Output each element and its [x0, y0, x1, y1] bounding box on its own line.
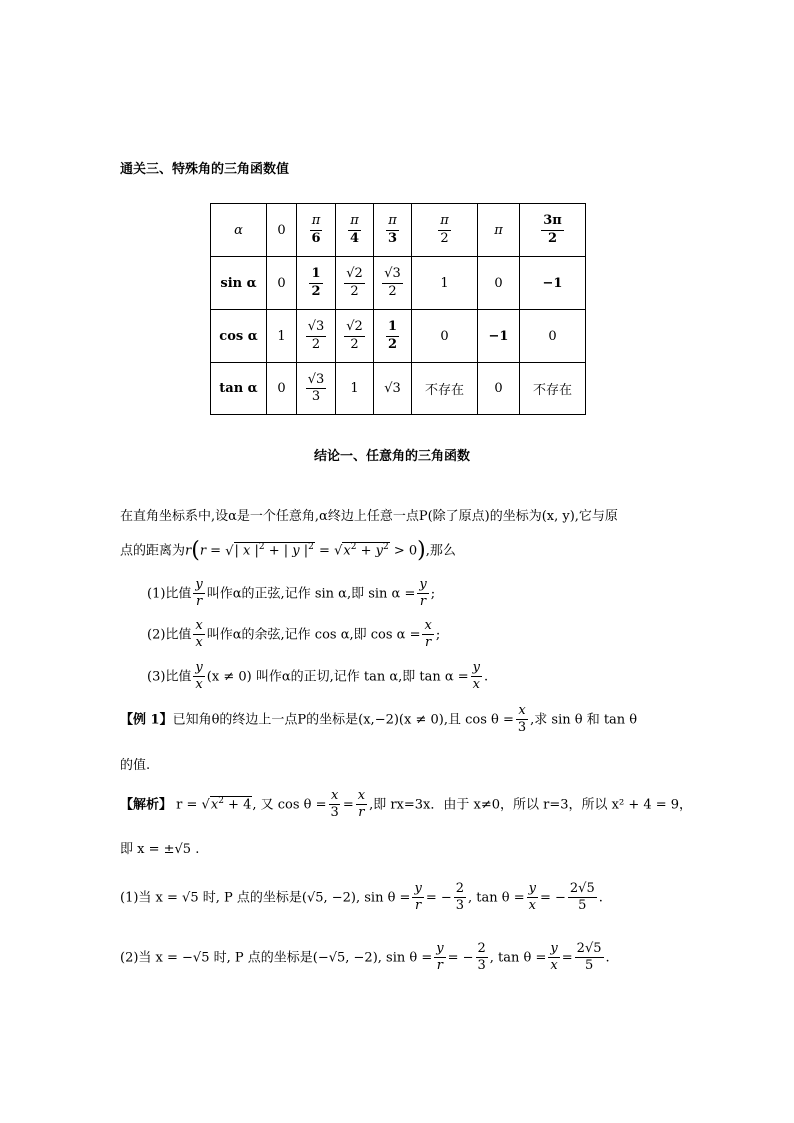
- cell-cos-pi-3: $\frac{1}{2}$: [374, 310, 412, 363]
- cell-cos-pi-6: $\frac{√3}{2}$: [297, 310, 336, 363]
- cell-tan-pi-4: 1: [336, 363, 374, 415]
- table-row-header: [211, 204, 586, 257]
- cell-pi-3: $\frac{\pi}{3}$: [374, 204, 412, 257]
- case-2: (2)当 x = −√5 时, P 点的坐标是(−√5, −2), sin θ = $\frac{y}{r}$ = − $\frac{2}{3}$ , tan θ = $\frac{y}{x}$ = $\frac{2√5}{5}$ .: [120, 941, 610, 974]
- cell-tan-3pi-2: 不存在: [520, 363, 586, 415]
- cell-cos-pi-2: 0: [412, 310, 478, 363]
- cell-pi-6: $\frac{\pi}{6}$: [297, 204, 336, 257]
- solution-line-1: 【解析】 $r = √x^2 + 4$, 又 cos θ = $\frac{x}{3}$ = $\frac{x}{r}$ ,即 rx=3x．由于 x≠0，所以 r=3，所以 x² + 4 = 9，: [120, 788, 693, 821]
- cell-cos-label: cos α: [211, 310, 267, 363]
- cell-sin-pi-2: 1: [412, 257, 478, 310]
- cell-tan-label: tan α: [211, 363, 267, 415]
- def-tan: (3)比值 $\frac{y}{x}$ (x ≠ 0) 叫作α的正切,记作 tan α,即 tan α = $\frac{y}{x}$ .: [147, 660, 489, 693]
- cell-sin-pi-3: $\frac{√3}{2}$: [374, 257, 412, 310]
- table-row-cos: [211, 310, 586, 363]
- solution-line-2: 即 x = ±√5 .: [120, 842, 200, 857]
- trig-values-table: [210, 203, 586, 415]
- table-row-tan: [211, 363, 586, 415]
- cell-sin-pi-6: $\frac{1}{2}$: [297, 257, 336, 310]
- cell-sin-label: sin α: [211, 257, 267, 310]
- cell-alpha-label: α: [211, 204, 267, 257]
- example-1: 【例 1】已知角θ的终边上一点P的坐标是(x,−2)(x ≠ 0),且 cos θ = $\frac{x}{3}$ ,求 sin θ 和 tan θ: [120, 703, 638, 736]
- cell-3pi-2: $\frac{3\pi}{2}$: [520, 204, 586, 257]
- example-1-tail: 的值.: [120, 758, 151, 773]
- cell-cos-0: 1: [267, 310, 297, 363]
- cell-tan-pi-2: 不存在: [412, 363, 478, 415]
- cell-cos-3pi-2: 0: [520, 310, 586, 363]
- cell-tan-pi-6: $\frac{√3}{3}$: [297, 363, 336, 415]
- cell-tan-pi-3: √3: [374, 363, 412, 415]
- conclusion-title: 结论一、任意角的三角函数: [314, 449, 471, 464]
- cell-pi-4: $\frac{\pi}{4}$: [336, 204, 374, 257]
- cell-cos-pi: −1: [478, 310, 520, 363]
- cell-pi-2: $\frac{\pi}{2}$: [412, 204, 478, 257]
- cell-cos-pi-4: $\frac{√2}{2}$: [336, 310, 374, 363]
- cell-sin-pi-4: $\frac{√2}{2}$: [336, 257, 374, 310]
- cell-tan-0: 0: [267, 363, 297, 415]
- table-row-sin: [211, 257, 586, 310]
- cell-0: 0: [267, 204, 297, 257]
- intro-line-1: 在直角坐标系中,设α是一个任意角,α终边上任意一点P(除了原点)的坐标为(x, y),它与原: [120, 509, 618, 524]
- case-1: (1)当 x = √5 时, P 点的坐标是(√5, −2), sin θ = $\frac{y}{r}$ = − $\frac{2}{3}$ , tan θ = $\frac{y}{x}$ = − $\frac{2√5}{5}$ .: [120, 881, 603, 914]
- section-title: 通关三、特殊角的三角函数值: [120, 162, 290, 177]
- def-sin: (1)比值 $\frac{y}{r}$ 叫作α的正弦,记作 sin α,即 sin α = $\frac{y}{r}$ ;: [147, 577, 436, 610]
- def-cos: (2)比值 $\frac{x}{x}$ 叫作α的余弦,记作 cos α,即 cos α = $\frac{x}{r}$ ;: [147, 618, 441, 651]
- intro-line-2: 点的距离为r(r = √| x $|^2$ + | y $|^2 = √x^2 + y^2 > 0$),那么: [120, 538, 456, 563]
- cell-pi: π: [478, 204, 520, 257]
- cell-sin-0: 0: [267, 257, 297, 310]
- cell-sin-pi: 0: [478, 257, 520, 310]
- cell-sin-3pi-2: −1: [520, 257, 586, 310]
- cell-tan-pi: 0: [478, 363, 520, 415]
